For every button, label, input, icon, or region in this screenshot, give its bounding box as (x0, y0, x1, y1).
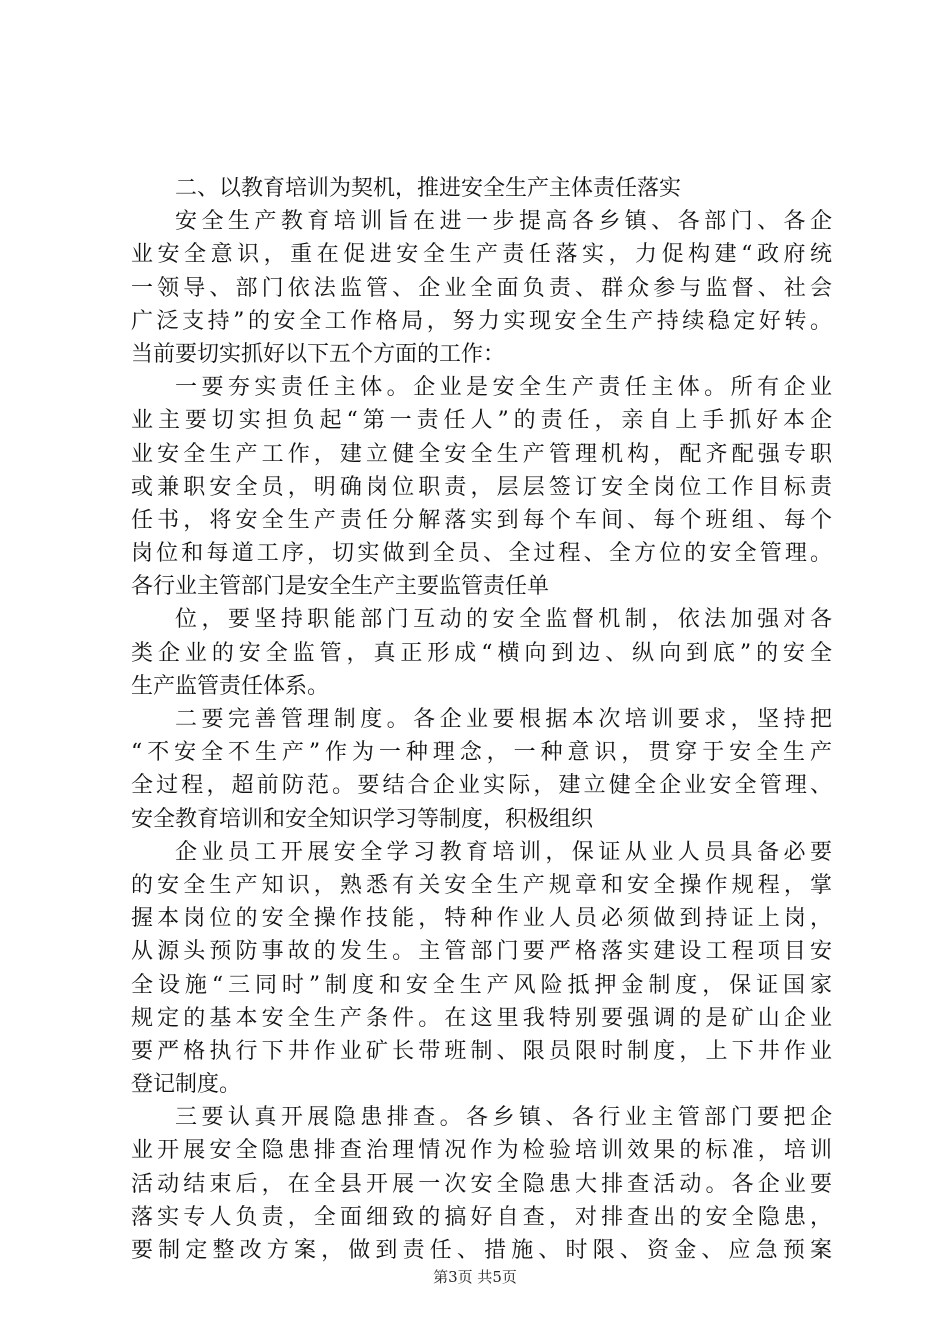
text-line: 业安全意识，重在促进安全生产责任落实，力促构建“政府统 (131, 242, 832, 268)
section-heading (131, 172, 832, 205)
point-two-paragraph (131, 703, 832, 836)
text-line: 各行业主管部门是安全生产主要监管责任单 (131, 574, 550, 600)
text-line: 落实专人负责，全面细致的搞好自查，对排查出的安全隐患， (131, 1204, 832, 1230)
text-line: “不安全不生产”作为一种理念，一种意识，贯穿于安全生产 (131, 740, 832, 766)
text-line: 当前要切实抓好以下五个方面的工作： (131, 341, 506, 367)
text-line: 安全生产教育培训旨在进一步提高各乡镇、各部门、各企 (175, 209, 832, 235)
document-body (131, 172, 832, 1267)
text-line: 或兼职安全员，明确岗位职责，层层签订安全岗位工作目标责 (131, 474, 832, 500)
text-line: 广泛支持”的安全工作格局，努力实现安全生产持续稳定好转。 (131, 308, 832, 334)
text-line: 要严格执行下井作业矿长带班制、限员限时制度，上下井作业 (131, 1038, 832, 1064)
text-line: 活动结束后，在全县开展一次安全隐患大排查活动。各企业要 (131, 1171, 832, 1197)
point-two-continued (131, 836, 832, 1102)
text-line: 的安全生产知识，熟悉有关安全生产规章和安全操作规程，掌 (131, 872, 832, 898)
intro-paragraph (131, 205, 832, 371)
text-line: 二要完善管理制度。各企业要根据本次培训要求，坚持把 (175, 707, 832, 732)
text-line: 位，要坚持职能部门互动的安全监督机制，依法加强对各 (175, 607, 832, 633)
text-line: 规定的基本安全生产条件。在这里我特别要强调的是矿山企业 (131, 1005, 832, 1031)
text-line: 生产监管责任体系。 (131, 673, 330, 699)
text-line: 企业员工开展安全学习教育培训，保证从业人员具备必要 (175, 839, 832, 865)
text-line: 登记制度。 (131, 1072, 242, 1098)
point-three-paragraph (131, 1101, 832, 1267)
text-line: 要制定整改方案，做到责任、措施、时限、资金、应急预案 (131, 1238, 832, 1263)
text-line: 业开展安全隐患排查治理情况作为检验培训效果的标准，培训 (131, 1138, 832, 1164)
text-line: 业主要切实担负起“第一责任人”的责任，亲自上手抓好本企 (131, 408, 832, 434)
text-line: 一领导、部门依法监管、企业全面负责、群众参与监督、社会 (131, 275, 832, 301)
text-line: 任书，将安全生产责任分解落实到每个车间、每个班组、每个 (131, 507, 832, 533)
text-line: 一要夯实责任主体。企业是安全生产责任主体。所有企业 (175, 375, 832, 401)
text-line: 全设施“三同时”制度和安全生产风险抵押金制度，保证国家 (131, 972, 832, 998)
point-one-paragraph (131, 371, 832, 603)
text-line: 握本岗位的安全操作技能，特种作业人员必须做到持证上岗， (131, 906, 832, 932)
text-line: 全过程，超前防范。要结合企业实际，建立健全企业安全管理、 (131, 773, 832, 799)
text-line: 类企业的安全监管，真正形成“横向到边、纵向到底”的安全 (131, 640, 832, 666)
text-line: 从源头预防事故的发生。主管部门要严格落实建设工程项目安 (131, 939, 832, 965)
text-line: 二、以教育培训为契机，推进安全生产主体责任落实 (175, 176, 682, 201)
text-line: 安全教育培训和安全知识学习等制度，积极组织 (131, 806, 594, 832)
page-number-footer (0, 1266, 950, 1287)
text-line: 岗位和每道工序，切实做到全员、全过程、全方位的安全管理。 (131, 541, 832, 567)
point-one-continued (131, 603, 832, 703)
text-line: 三要认真开展隐患排查。各乡镇、各行业主管部门要把企 (175, 1105, 832, 1131)
text-line: 业安全生产工作，建立健全安全生产管理机构，配齐配强专职 (131, 441, 832, 467)
page-label: 第3页 共5页 (433, 1268, 517, 1286)
